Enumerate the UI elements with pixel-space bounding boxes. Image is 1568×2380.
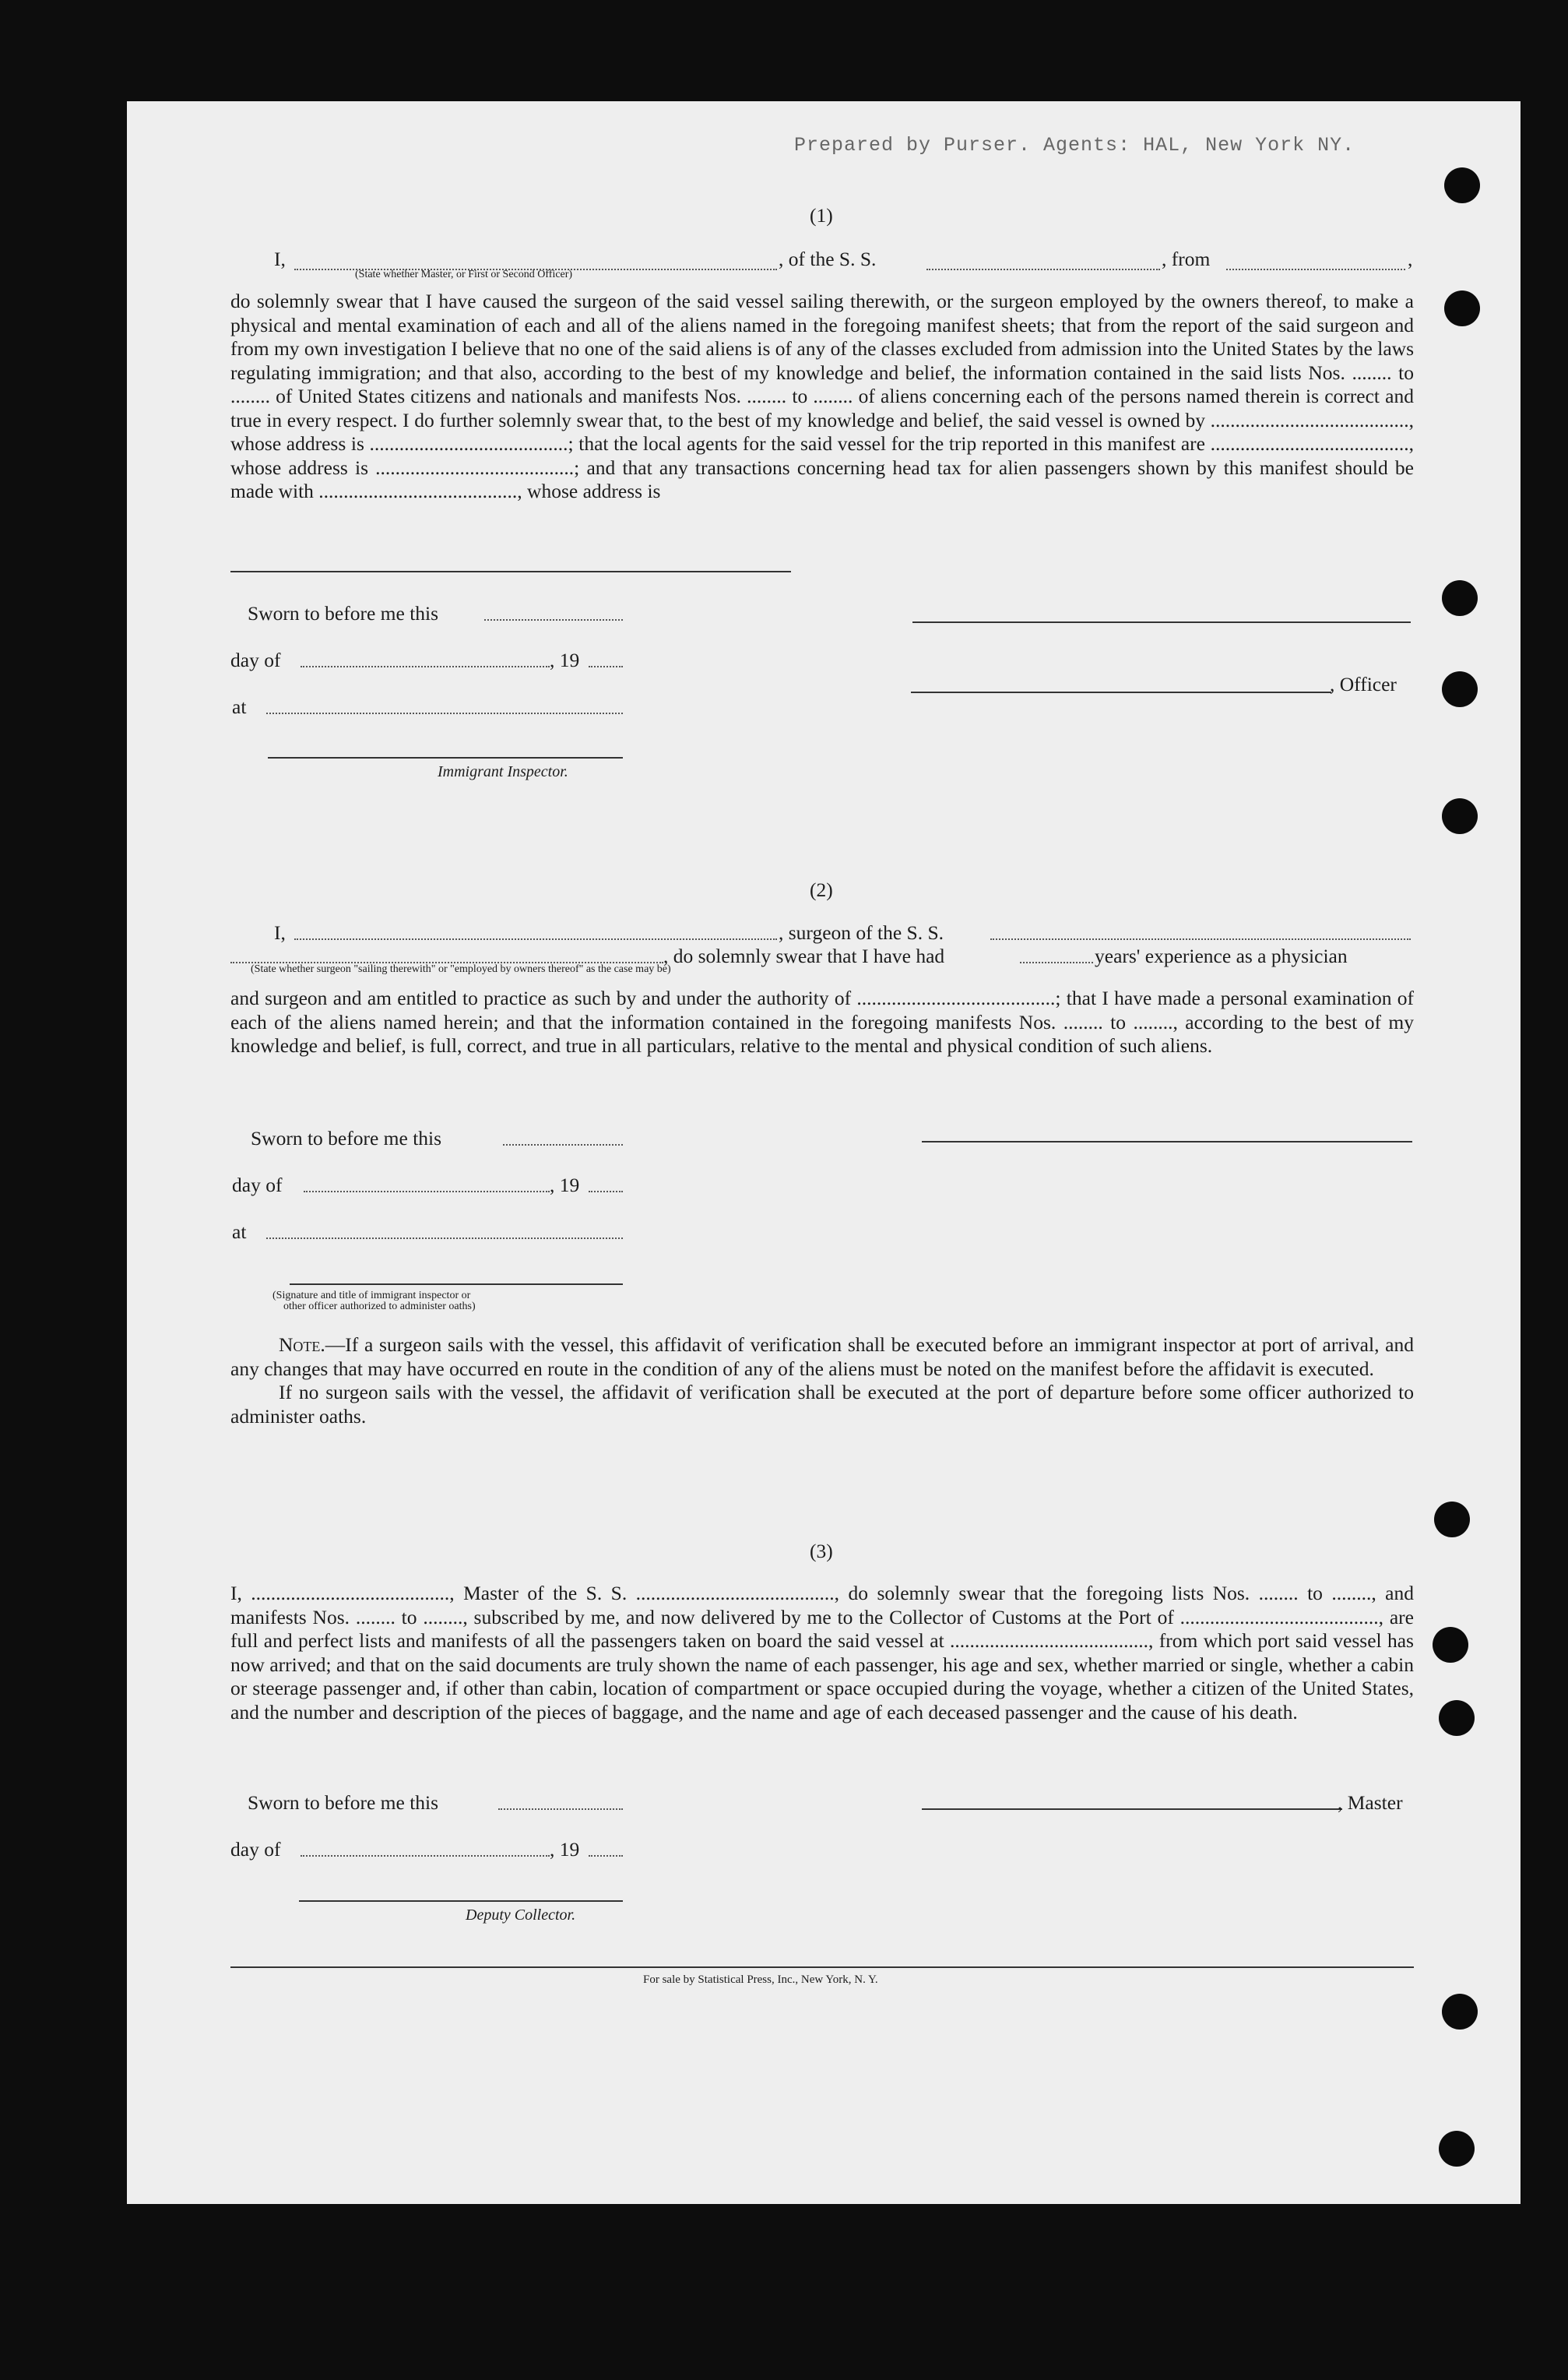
punch-hole (1439, 1700, 1475, 1736)
affidavit-3-year: , 19 (550, 1838, 580, 1861)
surgeon-vessel-blank (990, 938, 1411, 940)
officer-signature-line (912, 621, 1411, 623)
affidavit-1-number: (1) (810, 204, 833, 227)
affidavit-2-year: , 19 (550, 1174, 580, 1196)
punch-hole (1442, 798, 1478, 834)
inspector-signature-line (268, 757, 623, 759)
affidavit-1-sworn: Sworn to before me this (248, 602, 439, 625)
at-place-blank-2 (266, 1238, 623, 1239)
affidavit-3-master: , Master (1338, 1791, 1403, 1814)
note-paragraph-1 (230, 1333, 1414, 1381)
affidavit-1-body: do solemnly swear that I have caused the surgeon of the said vessel sailing therewith, or the surgeon employed by the owners thereof, to make a physical and mental examination of each and all of the aliens named in the foregoing manifest sheets; that from the report of the said surgeon and from my own investigation I believe that no one of the said aliens is of any of the classes excluded from admission into the United States by the laws regulating immigration; and that also, according to the best of my knowledge and belief, the information contained in the said lists Nos. ........ to ........ of United States citizens and nationals and manifests Nos. ........ to ........ of aliens concerning each of the persons named therein is correct and true in every respect. I do further solemnly swear that, to the best of my knowledge and belief, the said vessel is owned by ........................................, whose address is ........................................; that the local agents for the said vessel for the trip reported in this manifest are ........................................, whose address is ........................................; and that any transactions concerning head tax for alien passengers shown by this manifest should be made with ........................................, whose address is (230, 290, 1414, 502)
immigrant-inspector-label: Immigrant Inspector. (438, 763, 568, 780)
note-paragraph-2: If no surgeon sails with the vessel, the affidavit of verification shall be executed at the port of departure before some officer authorized to administer oaths. (230, 1381, 1414, 1428)
deputy-collector-label: Deputy Collector. (466, 1906, 576, 1924)
affidavit-3-sworn: Sworn to before me this (248, 1791, 439, 1814)
affidavit-1-year: , 19 (550, 649, 580, 671)
affidavit-2-swear: , do solemnly swear that I have had (663, 945, 945, 967)
punch-hole (1444, 290, 1480, 326)
surgeon-signature-line (922, 1141, 1412, 1142)
affidavit-1-ss: , of the S. S. (779, 248, 877, 270)
punch-hole (1442, 671, 1478, 707)
surgeon-name-blank (294, 938, 777, 940)
affidavit-2-body-block (230, 987, 1414, 1058)
sworn-date-blank (484, 619, 623, 621)
punch-hole (1433, 1627, 1468, 1663)
punch-hole (1439, 2131, 1475, 2167)
affidavit-2-body: and surgeon and am entitled to practice as such by and under the authority of ........................................; that I have made a personal examination of each of the aliens named herein; and that the information contained in the foregoing manifests Nos. ........ to ........, according to the best of my knowledge and belief, is full, correct, and true in all particulars, relative to the mental and physical condition of such aliens. (230, 987, 1414, 1057)
affidavit-3-day-of: day of (230, 1838, 281, 1861)
affidavit-2-ss: , surgeon of the S. S. (779, 921, 944, 944)
affidavit-2-sworn: Sworn to before me this (251, 1127, 442, 1150)
note-block (230, 1333, 1414, 1428)
collector-signature-line (299, 1900, 623, 1902)
affidavit-1-from: , from (1162, 248, 1211, 270)
affidavit-1-comma: , (1408, 248, 1413, 270)
years-blank (1020, 962, 1093, 963)
from-port-blank (1226, 269, 1405, 270)
note-text-1: —If a surgeon sails with the vessel, this affidavit of verification shall be executed before an immigrant inspector at port of arrival, and any changes that may have occurred en route in the condition of any of the aliens must be noted on the manifest before the affidavit is executed. (230, 1333, 1414, 1380)
punch-hole (1444, 167, 1480, 203)
affidavit-2-at: at (232, 1220, 247, 1243)
sworn-date-blank-2 (503, 1144, 623, 1146)
day-blank-2 (304, 1191, 550, 1192)
surgeon-status-note: (State whether surgeon "sailing therewith" or "employed by owners thereof" as the case may be) (251, 963, 671, 975)
affidavit-3-body-block (230, 1582, 1414, 1724)
affidavit-2-number: (2) (810, 878, 833, 901)
vessel-blank (926, 269, 1160, 270)
year-blank (589, 666, 623, 667)
affidavit-1-officer: , Officer (1330, 673, 1397, 695)
at-place-blank (266, 713, 623, 714)
day-blank (301, 666, 550, 667)
affidavit-1-body-block (230, 290, 1414, 504)
master-rank-note: (State whether Master, or First or Second Officer) (355, 269, 573, 280)
officer-title-line (911, 692, 1331, 693)
affidavit-1-i: I, (274, 248, 286, 270)
affidavit-3-body: I, ........................................, Master of the S. S. ........................................, do solemnly swear that the foregoing lists Nos. ........ to ........, and manifests Nos. ........ to ........, subscribed by me, and now delivered by me to the Collector of Customs at the Port of ........................................, are full and perfect lists and manifests of all the passengers taken on board the said vessel at ........................................, from which port said vessel has now arrived; and that on the said documents are truly shown the name of each passenger, his age and sex, whether married or single, whether a cabin or steerage passenger and, if other than cabin, location of compartment or space occupied during the voyage, whether a citizen of the United States, and the number and description of the pieces of baggage, and the name and age of each deceased passenger and the cause of his death. (230, 1582, 1414, 1723)
footer-rule (230, 1966, 1414, 1968)
year-blank-3 (589, 1855, 623, 1857)
affidavit-2-years: years' experience as a physician (1095, 945, 1348, 967)
affidavit-2-i: I, (274, 921, 286, 944)
signature-note-2: other officer authorized to administer oaths) (283, 1301, 476, 1312)
printer-credit: For sale by Statistical Press, Inc., New York, N. Y. (643, 1973, 878, 1986)
note-label: Note. (279, 1333, 325, 1356)
affidavit-3-number: (3) (810, 1540, 833, 1562)
affidavit-1-day-of: day of (230, 649, 281, 671)
address-blank-line (230, 571, 791, 572)
preparer-header: Prepared by Purser. Agents: HAL, New York NY. (794, 134, 1355, 157)
master-signature-line (922, 1808, 1342, 1810)
signature-note-1: (Signature and title of immigrant inspector or (272, 1290, 471, 1301)
punch-hole (1434, 1502, 1470, 1537)
punch-hole (1442, 580, 1478, 616)
sworn-date-blank-3 (498, 1808, 623, 1810)
day-blank-3 (301, 1855, 550, 1857)
official-signature-line (290, 1283, 623, 1285)
punch-hole (1442, 1994, 1478, 2030)
affidavit-2-day-of: day of (232, 1174, 283, 1196)
affidavit-1-at: at (232, 695, 247, 718)
year-blank-2 (589, 1191, 623, 1192)
